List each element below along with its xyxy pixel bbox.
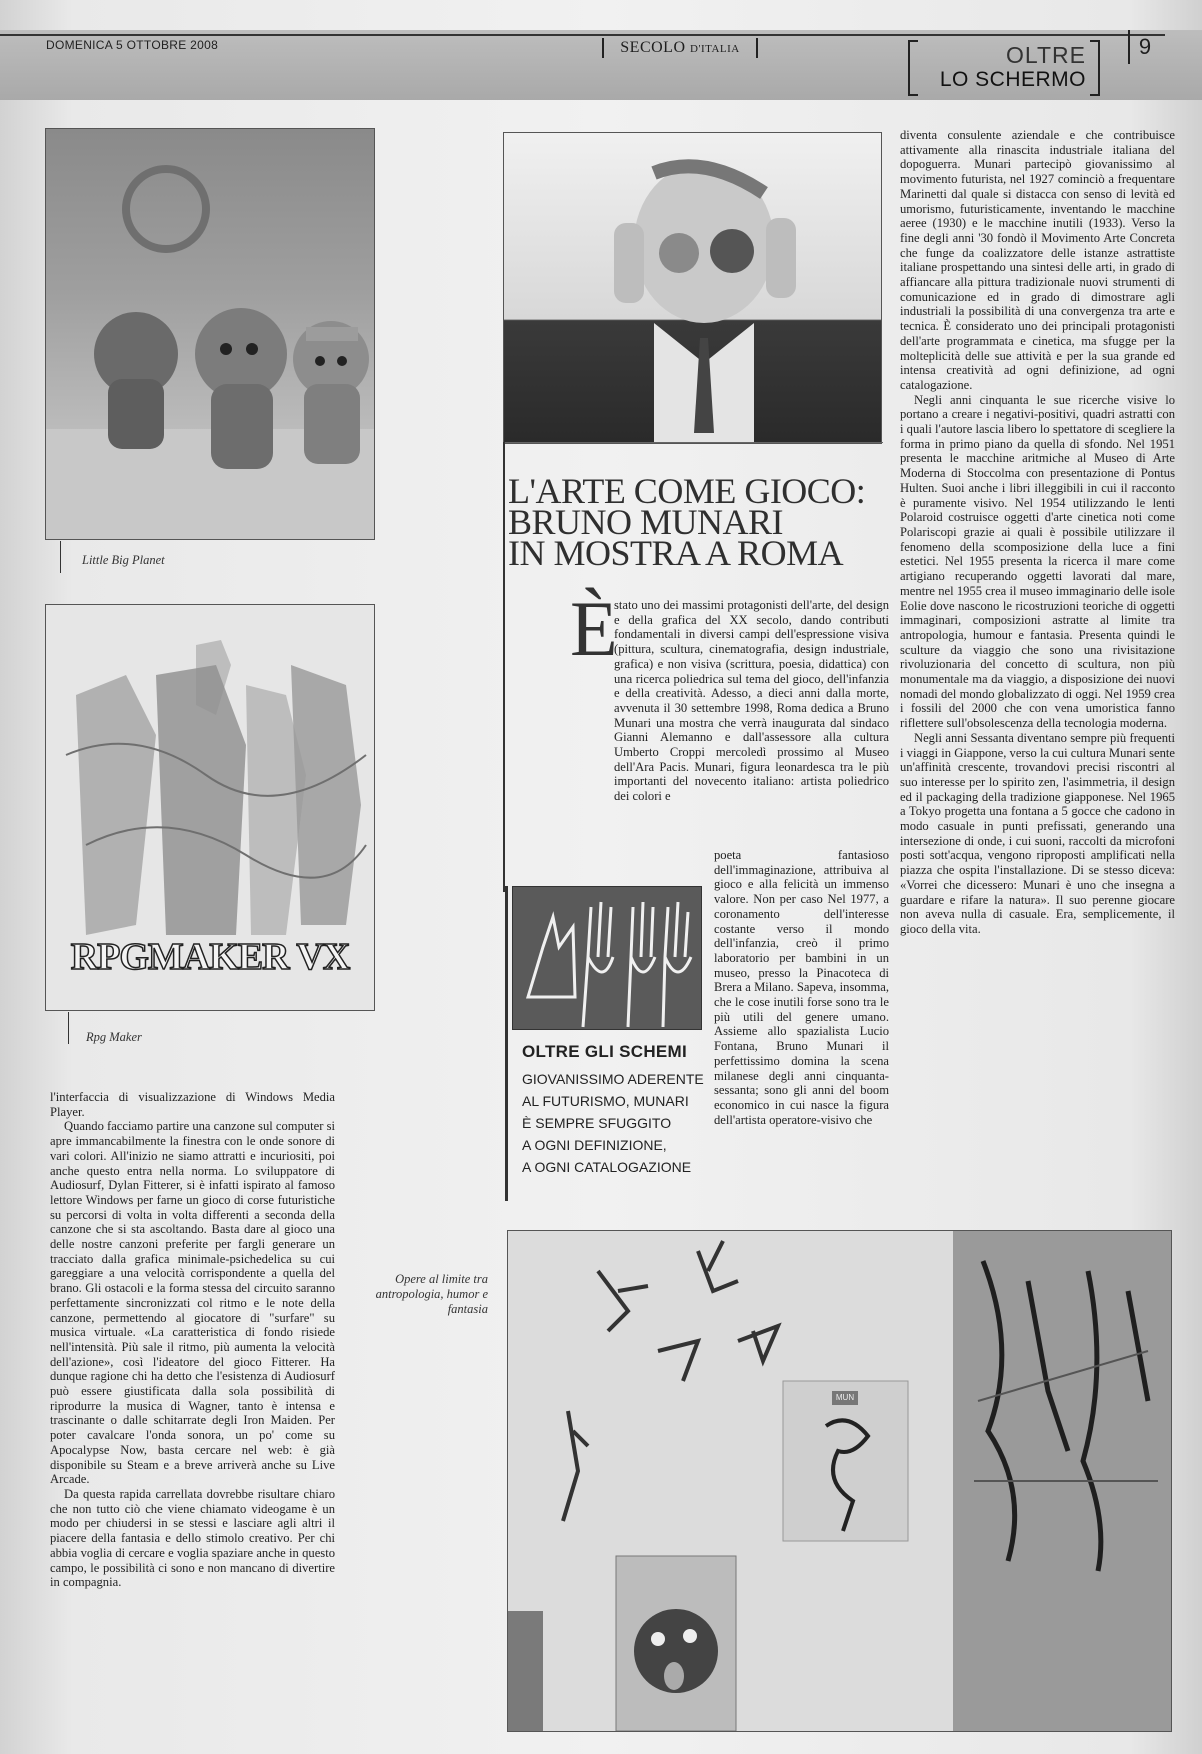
issue-date: DOMENICA 5 OTTOBRE 2008 (46, 38, 219, 52)
hands-sculpture-image (512, 886, 702, 1030)
pull-quote-line: AL FUTURISMO, MUNARI (522, 1093, 689, 1109)
column-3-paragraph: Negli anni Sessanta diventano sempre più frequenti i viaggi in Giappone, verso la cui cultura Munari sente un'affinità crescente, trovandovi precisi riscontri al suo interesse per lo spirito zen, l'asimmetria, il design ed il packaging della tradizione giapponese. Nel 1965 a Tokyo progetta una fontana a 5 gocce che cadono in modo casuale in punti prefissati, generando una intersezione di onde, i cui suoni, raccolti da microfoni posti sott'acqua, vengono riproposti amplificati nella piazza che ospita l'installazione. Di se stesso diceva: «Vorrei che dicessero: Munari è uno che insegna a guardare e rifare la natura». Il suo perenne giocare non aveva nulla di casuale. Era, semplicemente, il gioco della vita. (900, 730, 1175, 936)
newspaper-masthead (602, 38, 758, 58)
drop-cap: È (570, 585, 618, 672)
pull-quote-line: GIOVANISSIMO ADERENTE (522, 1071, 704, 1087)
headline-rule-top (503, 442, 883, 443)
header-rule (0, 34, 1165, 36)
munari-exhibition-illustration (508, 1231, 1171, 1731)
pull-quote-line: A OGNI DEFINIZIONE, (522, 1137, 667, 1153)
rpg-maker-logo: RPGMAKER VX (70, 936, 350, 978)
pull-quote-title: OLTRE GLI SCHEMI (522, 1042, 688, 1061)
munari-portrait-illustration (504, 133, 881, 443)
headline-line: BRUNO MUNARI (508, 502, 784, 542)
pull-quote-bar (505, 886, 508, 1201)
section-title (908, 40, 1100, 92)
little-big-planet-photo (45, 128, 375, 540)
munari-works-caption: Opere al limite tra antropologia, humor e fantasia (375, 1272, 488, 1316)
section-title-line1: OLTRE (1006, 42, 1086, 68)
left-paragraph: Quando facciamo partire una canzone sul computer si apre immancabilmente la finestra con le onde sonore di vari colori. All'inizio ne siamo attratti e incuriositi, poi anche questo entra nella norma. Lo sviluppatore di Audiosurf, Dylan Fitterer, si è infatti ispirato al famoso lettore Windows per farne un gioco di corse futuristiche su percorsi di volta in volta differenti a seconda della canzone che si sta ascoltando. Basta dare al gioco una delle nostre canzoni preferite per fargli generare un tracciato dalla grafica minimale-psichedelica su cui gareggiare a una velocità corrispondente a quella del brano. Gli ostacoli e la forma stessa del circuito saranno perfettamente sincronizzati col ritmo e le note della canzone, permettendo al giocatore di "surfare" su musica virtuale. «La caratteristica di fondo risiede nell'intensità. Più sale il ritmo, più aumenta la velocità dell'azione», così l'ideatore del gioco Fitterer. Ha dunque ragione chi ha detto che l'esistenza di Audiosurf può essere giustificata dalla sola possibilità di riprodurre la musica di Wagner, tanto è intensa e trascinante o dalle schitarrate degli Iron Maiden. Per poter cavalcare l'onda sonora, un po' come su Apocalypse Now, basta cercare nel web: è già disponibile su Steam e a breve arriverà anche su Live Arcade. (50, 1119, 335, 1487)
headline-line: L'ARTE COME GIOCO: (508, 471, 866, 511)
poster-label: MUN (835, 1393, 855, 1402)
left-paragraph: l'interfaccia di visualizzazione di Windows Media Player. (50, 1090, 335, 1119)
pull-quote-line: A OGNI CATALOGAZIONE (522, 1159, 692, 1175)
masthead-name: SECOLO (620, 39, 686, 56)
page-number: 9 (1128, 30, 1160, 64)
little-big-planet-illustration (46, 129, 374, 539)
masthead-suffix: D'ITALIA (690, 43, 740, 55)
lead-paragraph: stato uno dei massimi protagonisti dell'arte, del design e della grafica del XX secolo, dando contributi fondamentali in diversi campi dell'espressione visiva (pittura, scultura, cinematografia, design industriale, grafica) e non visiva (scrittura, poesia, didattica) con una ricerca poliedrica sul tema del gioco, dell'infanzia e della creatività. Adesso, a dieci anni dalla morte, avvenuta il 30 settembre 1998, Roma dedica a Bruno Munari una mostra che verrà inaugurata dal sindaco Gianni Alemanno e dall'assessore alla cultura Umberto Croppi mercoledì prossimo al Museo dell'Ara Pacis. Munari, figura leonardesca tra le più importanti del novecento italiano: artista poliedrico dei colori e (614, 598, 889, 804)
munari-exhibition-photo (507, 1230, 1172, 1732)
headline-line: IN MOSTRA A ROMA (508, 533, 844, 573)
column-2-paragraph: poeta fantasioso dell'immaginazione, attribuiva al gioco e alla felicità un immenso valore. Non per caso Nel 1977, a coronamento dell'interesse costante verso il mondo dell'infanzia, creò il primo laboratorio per bambini in un museo, presso la Pinacoteca di Brera a Milano. Sapeva, insomma, che le cose inutili forse sono tra le più utili del genere umano. Assieme allo spazialista Lucio Fontana, Bruno Munari il perfettissimo domina la scena milanese degli anni cinquanta-sessanta; sono gli anni del boom economico in cui nasce la figura dell'artista operatore-visivo che (714, 848, 889, 1127)
left-paragraph: Da questa rapida carrellata dovrebbe risultare chiaro che non tutto ciò che viene chiamato videogame è un modo per chiudersi in se stessi e lasciare agli altri il piacere della fantasia e dello stimolo creativo. Per chi abbia voglia di cercare e voglia spaziare anche in questo campo, le possibilità ci sono e non mancano di divertire in compagnia. (50, 1486, 335, 1590)
pull-quote-line: È SEMPRE SFUGGITO (522, 1115, 672, 1131)
article-lead-text (614, 598, 889, 846)
article-column-2 (714, 848, 889, 1202)
section-title-line2: LO SCHERMO (939, 68, 1086, 91)
pull-quote-text (522, 1068, 704, 1178)
caption-bar (60, 541, 61, 573)
rpg-maker-caption: Rpg Maker (86, 1030, 142, 1044)
bruno-munari-portrait (503, 132, 882, 444)
rpg-maker-artwork (45, 604, 375, 1011)
headline-rule-left (503, 442, 505, 892)
column-3-paragraph: Negli anni cinquanta le sue ricerche visive lo portano a creare i negativi-positivi, quadri astratti con i quali l'autore lascia libero lo spettatore di scegliere la forma in primo piano da quella di sfondo. Nel 1951 presenta le macchine aritmiche al Museo di Arte Moderna di Stoccolma con presentazione di Pontus Hulten. Suoi anche i libri illeggibili in cui il racconto è puramente visivo. Nel 1954 utilizzando le lenti Polaroid costruisce oggetti d'arte cinetica noti come Polariscopi grazie ai quali è possibile utilizzare il fenomeno della scomposizione della luce a fini estetici. Nel 1955 presenta la ricerca il mare come artigiano recuperando oggetti lavorati dal mare, mentre nel 1955 crea il museo immaginario delle isole Eolie dove nascono le ricostruzioni teoriche di oggetti immaginari, composizioni astratte al limite tra antropologia, humour e fantasia. Presenta quindi le sculture da viaggio che sono una rivisitazione rivoluzionaria del concetto di scultura, non più monumentale ma da viaggio, a disposizione dei nuovi nomadi del mondo globalizzato di oggi. Nel 1959 crea i fossili del 2000 che con vena umoristica fanno riflettere sull'obsolescenza della tecnologia moderna. (900, 392, 1175, 731)
hands-sculpture-illustration (513, 887, 701, 1029)
little-big-planet-caption: Little Big Planet (82, 553, 165, 567)
left-article-text (50, 1090, 335, 1705)
caption-bar (68, 1012, 69, 1044)
section-bracket-left (908, 40, 918, 96)
section-bracket-right (1090, 40, 1100, 96)
column-3-paragraph: diventa consulente aziendale e che contribuisce attivamente alla rinascita industriale italiana del dopoguerra. Munari partecipò giovanissimo al movimento futurista, nel 1927 cominciò a frequentare Marinetti dal quale si distacca con senso di levità ed umorismo, futuristicamente, inventando le macchine aeree (1930) e le macchine inutili (1933). Verso la fine degli anni '30 fondò il Movimento Arte Concreta che funge da coalizzatore delle istanze astrattiste italiane prospettando una sintesi delle arti, in grado di affiancare alla pittura tradizionale nuovi strumenti di comunicazione ed in grado di dimostrare agli industriali la possibilità di una convergenza tra arte e tecnica. È considerato uno dei principali protagonisti dell'arte programmata e cinetica, ma sfugge per la molteplicità delle sue attività e per la sua grande ed intensa creatività ad ogni definizione, ad ogni catalogazione. (900, 128, 1175, 392)
article-column-3 (900, 128, 1175, 1196)
article-headline (508, 471, 878, 573)
